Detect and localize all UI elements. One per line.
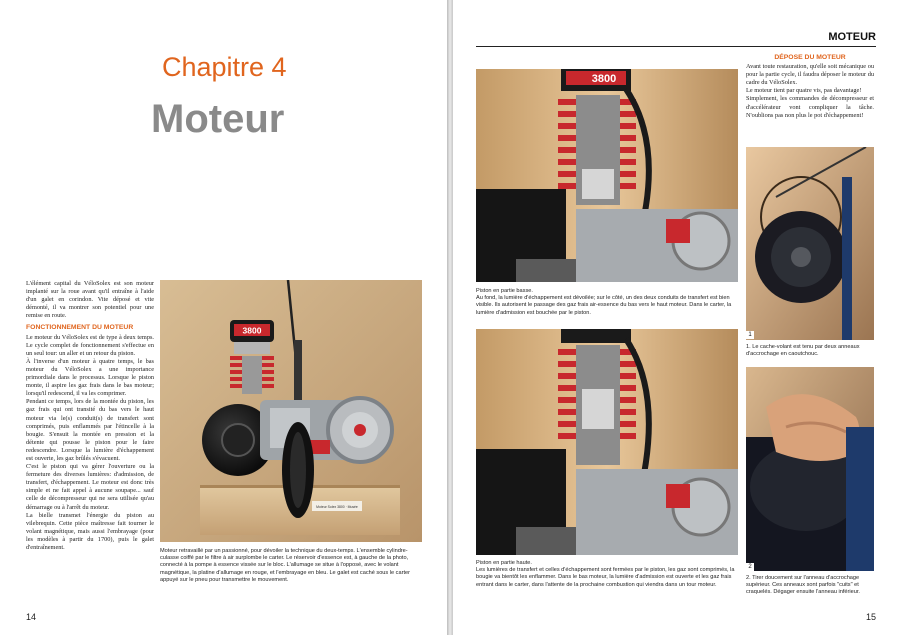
piston-high-illustration xyxy=(476,329,738,555)
engine-display-photo xyxy=(160,280,422,542)
intro-paragraph: L'élément capital du VéloSolex est son moteur implanté sur la roue avant qu'il entraîne à l'aide d'un galet en corindon. Vite déposé et vite démonté, il va montrer son potentiel pour une remise en route. xyxy=(26,280,154,320)
plaque-label: Moteur Solex 3800 · Musée xyxy=(316,505,358,509)
cylinder-badge-top: 3800 xyxy=(591,73,617,85)
step2-photo xyxy=(746,367,874,571)
page-number-right: 15 xyxy=(866,612,877,622)
piston-low-caption-text: Au fond, la lumière d'échappement est dévoilée; sur le côté, un des deux conduits de transfert est bien visible. Ils autorisent le passage des gaz frais air-essence du bas vers le haut moteur. Dans le carter, la lumière d'admission est bouchée par le piston. xyxy=(476,295,732,316)
piston-high-caption-text: Les lumières de transfert et celles d'échappement sont fermées par le piston, les gaz sont comprimés, la bougie va bientôt les enflammer. Dans le bas moteur, la lumière d'admission est ouverte et les gaz frais entrant dans le carter, dans l'attente de la prochaine combustion qui viendra dans un tour moteur. xyxy=(476,567,735,588)
piston-low-photo xyxy=(476,69,738,282)
body-paragraph: C'est le piston qui va gérer l'ouverture ou la fermeture des diverses lumières: d'admission, de transfert, d'échappement. Le moteur est donc très simple et ne fait appel à aucune soupape... sauf celle de décompresseur qui ne sera utilisée qu'au démarrage ou à l'arrêt du moteur. xyxy=(26,463,154,511)
step2-caption: 2. Tirer doucement sur l'anneau d'accrochage supérieur. Ces anneaux sont parfois "cuits" et craquelés. Dégager ensuite l'anneau inférieur. xyxy=(746,575,860,596)
chapter-heading: Chapitre 4 xyxy=(162,52,287,82)
left-body-column xyxy=(26,280,154,552)
page-number-left: 14 xyxy=(26,612,37,622)
piston-high-photo xyxy=(476,329,738,555)
left-page xyxy=(0,0,447,635)
body-paragraph: Simplement, les commandes de décompresseur et d'accélérateur vont compliquer la tâche. N'oublions pas non plus le pot d'échappement! xyxy=(746,95,874,119)
piston-high-caption xyxy=(476,560,738,589)
engine-photo-caption: Moteur retravaillé par un passionné, pour dévoiler la technique du deux-temps. L'ensemble cylindre-culasse coiffé par le filtre à air surplombe le carter. Le réservoir d'essence est, à gauche de la photo, connecté à la pompe à essence vissée sur le bloc. L'allumage se situe à l'opposé, avec le volant magnétique, la platine d'allumage en rouge, et l'embrayage en bleu. Le galet est caché sous le carter appuyé sur le pneu pour transmettre le mouvement. xyxy=(160,548,410,583)
piston-low-illustration xyxy=(476,69,738,282)
body-paragraph: Avant toute restauration, qu'elle soit mécanique ou pour la partie cycle, il faudra déposer le moteur du cadre du VéloSolex. xyxy=(746,63,874,87)
body-paragraph: Pendant ce temps, lors de la montée du piston, les gaz frais qui ont transité du bas vers le haut moteur via le(s) conduit(s) de transfert sont comprimés, puis enflammés par l'étincelle à la bougie. S'ensuit la montée en pression et la détente qui pousse le piston pour le faire redescendre. Lorsque la lumière d'échappement est ouverte, les gaz brûlés s'évacuent. xyxy=(26,398,154,462)
piston-high-caption-title: Piston en partie haute. xyxy=(476,560,532,566)
body-paragraph: Le moteur tient par quatre vis, pas davantage! xyxy=(746,87,862,95)
step1-number: 1 xyxy=(746,331,754,339)
step2-illustration xyxy=(746,367,874,571)
body-paragraph: À l'inverse d'un moteur à quatre temps, le bas moteur du VéloSolex a une importance primordiale dans le processus. Lorsque le piston monte, il aspire les gaz frais dans le bas moteur; lorsqu'il redescend, il va les comprimer. xyxy=(26,357,154,398)
step1-caption: 1. Le cache-volant est tenu par deux anneaux d'accrochage en caoutchouc. xyxy=(746,344,860,358)
body-paragraph: Le moteur du VéloSolex est de type à deux temps. Le cycle complet de fonctionnement s'effectue en un seul tour: un aller et un retour du piston. xyxy=(26,333,154,357)
step1-photo xyxy=(746,147,874,340)
piston-low-caption xyxy=(476,288,738,317)
running-header xyxy=(476,31,876,47)
step2-number: 2 xyxy=(746,563,754,571)
piston-low-caption-title: Piston en partie basse. xyxy=(476,288,533,294)
body-paragraph: La bielle transmet l'énergie du piston au vilebrequin. Cette pièce maîtresse fait tourner le volant magnétique, mais aussi l'embrayage (pour les modèles à partir du 1700), puis le galet d'entraînement. xyxy=(26,511,154,551)
engine-badge: 3800 xyxy=(242,325,262,336)
section-title-depose: DÉPOSE DU MOTEUR xyxy=(774,54,846,61)
step1-illustration xyxy=(746,147,874,340)
running-header-label: MOTEUR xyxy=(828,31,876,43)
chapter-title: Moteur xyxy=(151,97,285,141)
section-title-fonctionnement: FONCTIONNEMENT DU MOTEUR xyxy=(26,324,134,332)
right-body-column xyxy=(746,54,874,120)
engine-illustration xyxy=(160,280,422,542)
